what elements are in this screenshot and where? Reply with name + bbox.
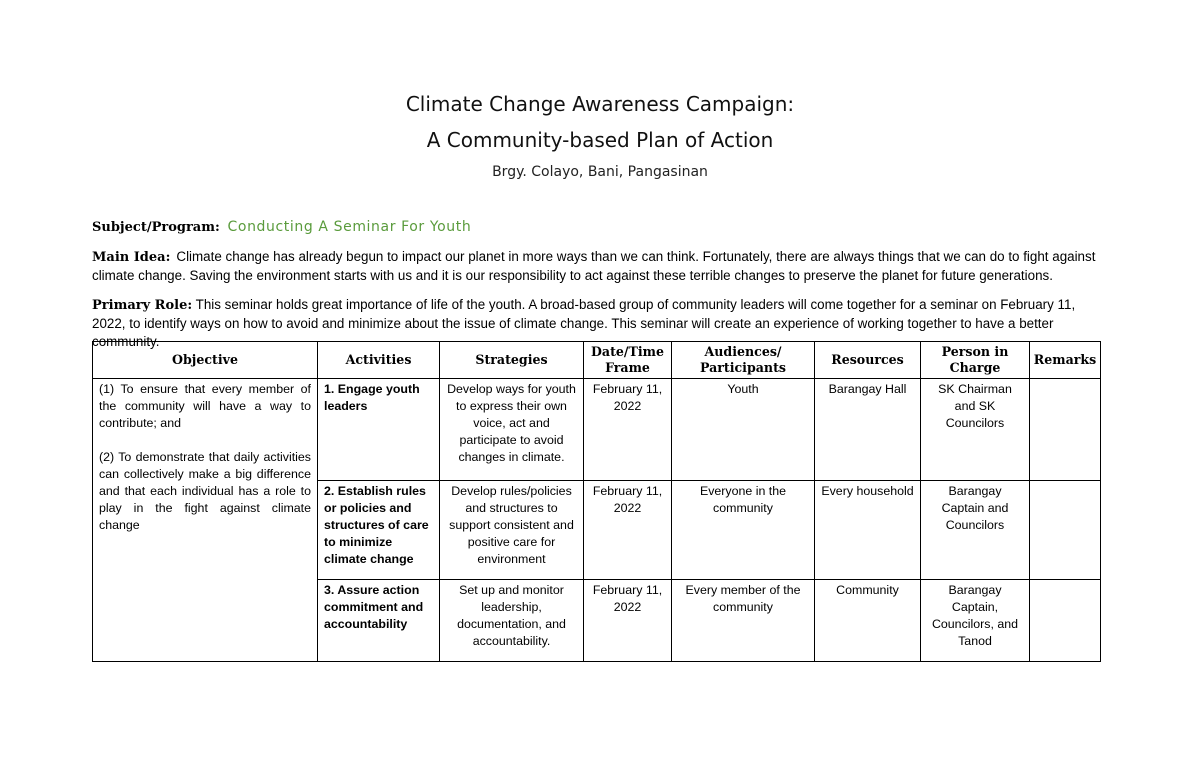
header-activities: Activities [318, 342, 440, 379]
header-person-in-charge: Person in Charge [921, 342, 1030, 379]
table-header-row [93, 342, 1101, 379]
table-row [93, 379, 1101, 481]
strategy-cell: Develop ways for youth to express their own voice, act and participate to avoid changes in climate. [440, 379, 584, 481]
subject-label: Subject/Program: [92, 220, 220, 235]
header-date-time-frame: Date/Time Frame [584, 342, 672, 379]
primary-role-label: Primary Role: [92, 298, 193, 313]
plan-of-action-table [92, 341, 1101, 662]
date-cell: February 11, 2022 [584, 580, 672, 662]
resources-cell: Every household [815, 481, 921, 580]
audience-cell: Youth [672, 379, 815, 481]
document-title-line-1: Climate Change Awareness Campaign: [405, 92, 795, 116]
date-cell: February 11, 2022 [584, 379, 672, 481]
document-title-line-2: A Community-based Plan of Action [426, 128, 774, 152]
subject-value: Conducting A Seminar For Youth [227, 219, 472, 235]
strategy-cell: Develop rules/policies and structures to support consistent and positive care for environment [440, 481, 584, 580]
header-objective: Objective [93, 342, 318, 379]
header-strategies: Strategies [440, 342, 584, 379]
primary-role-text: This seminar holds great importance of life of the youth. A broad-based group of community leaders will come together for a seminar on February 11, 2022, to identify ways on how to avoid and minimize about the issue of climate change. This seminar will create an experience of working together to have a better community. [92, 297, 1076, 349]
resources-cell: Barangay Hall [815, 379, 921, 481]
subject-line [92, 218, 1102, 237]
objective-1: (1) To ensure that every member of the community will have a way to contribute; and [99, 382, 311, 430]
strategy-cell: Set up and monitor leadership, documentation, and accountability. [440, 580, 584, 662]
header-resources: Resources [815, 342, 921, 379]
remarks-cell [1030, 580, 1101, 662]
person-cell: SK Chairman and SK Councilors [921, 379, 1030, 481]
objective-2: (2) To demonstrate that daily activities can collectively make a big difference and that each individual has a role to play in the fight against climate change [99, 450, 311, 532]
remarks-cell [1030, 481, 1101, 580]
audience-cell: Every member of the community [672, 580, 815, 662]
header-remarks: Remarks [1030, 342, 1101, 379]
resources-cell: Community [815, 580, 921, 662]
header-audiences: Audiences/ Participants [672, 342, 815, 379]
document-location: Brgy. Colayo, Bani, Pangasinan [492, 164, 708, 180]
remarks-cell [1030, 379, 1101, 481]
main-idea-text: Climate change has already begun to impact our planet in more ways than we can think. Fortunately, there are always things that we can do to fight against climate change. Saving the environment starts with us and it is our responsibility to act against these terrible changes to preserve the planet for future generations. [92, 249, 1096, 283]
activity-cell: 2. Establish rules or policies and structures of care to minimize climate change [318, 481, 440, 580]
person-cell: Barangay Captain and Councilors [921, 481, 1030, 580]
activity-cell: 3. Assure action commitment and accountability [318, 580, 440, 662]
main-idea-label: Main Idea: [92, 250, 171, 265]
person-cell: Barangay Captain, Councilors, and Tanod [921, 580, 1030, 662]
activity-cell: 1. Engage youth leaders [318, 379, 440, 481]
main-idea-paragraph [92, 248, 1102, 285]
date-cell: February 11, 2022 [584, 481, 672, 580]
audience-cell: Everyone in the community [672, 481, 815, 580]
objective-cell [93, 379, 318, 662]
